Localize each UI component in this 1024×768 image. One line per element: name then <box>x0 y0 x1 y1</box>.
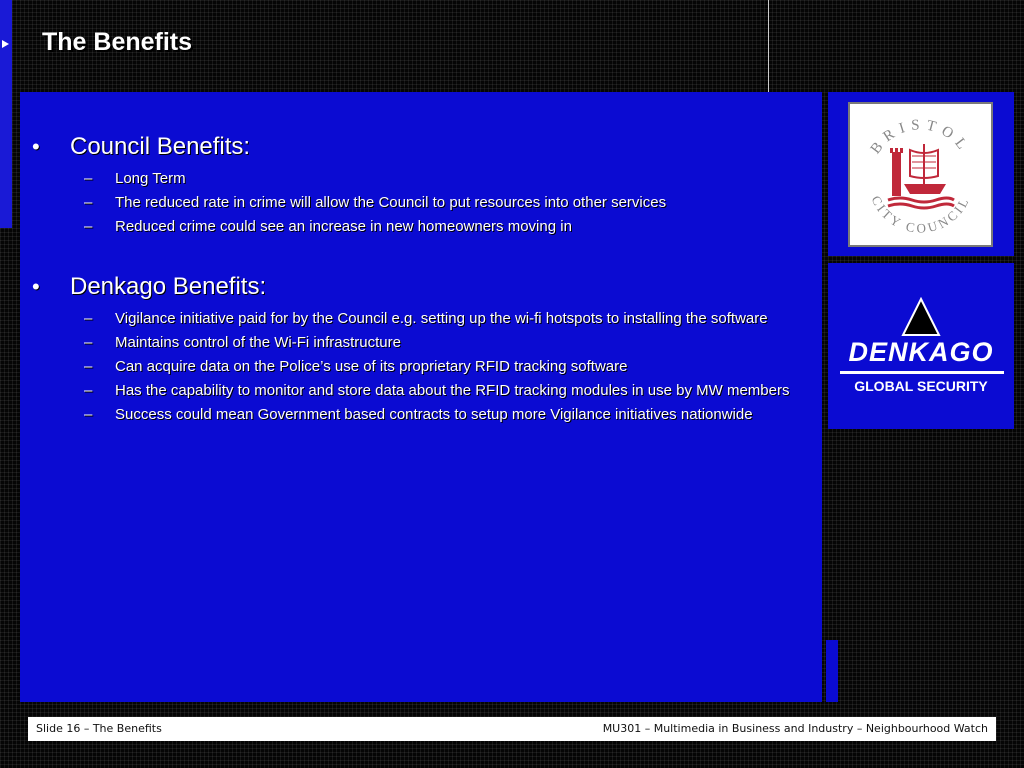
bullet-icon: • <box>32 134 40 159</box>
list-item-text: Success could mean Government based contracts to setup more Vigilance initiatives nationwide <box>115 406 753 423</box>
bullet-icon: • <box>32 274 40 299</box>
left-accent-strip <box>0 0 12 228</box>
bottom-accent-bar <box>826 640 838 702</box>
dash-icon: – <box>84 170 93 187</box>
sub-list <box>20 308 822 425</box>
section-heading-text: Denkago Benefits: <box>70 273 267 300</box>
list-item <box>20 308 822 329</box>
denkago-logo-panel <box>828 263 1014 429</box>
section-heading-text: Council Benefits: <box>70 133 251 160</box>
seal-bottom-lettering: CITY COUNCIL <box>868 193 973 236</box>
dash-icon: – <box>84 310 93 327</box>
section-heading <box>20 272 822 302</box>
list-item-text: Maintains control of the Wi-Fi infrastructure <box>115 334 401 351</box>
list-item <box>20 356 822 377</box>
list-item <box>20 216 822 237</box>
sub-list <box>20 168 822 237</box>
denkago-logo-tagline: GLOBAL SECURITY <box>854 378 988 394</box>
list-item-text: Long Term <box>115 170 186 187</box>
list-item <box>20 332 822 353</box>
denkago-triangle-icon <box>901 297 941 337</box>
content-panel <box>20 92 822 702</box>
denkago-benefits-section <box>20 272 822 428</box>
bristol-city-council-seal-icon <box>848 102 993 247</box>
list-item-text: Has the capability to monitor and store data about the RFID tracking modules in use by MW members <box>115 382 790 399</box>
denkago-logo-rule <box>840 371 1004 374</box>
list-item <box>20 404 822 425</box>
dash-icon: – <box>84 334 93 351</box>
footer-slide-label: Slide 16 – The Benefits <box>36 722 162 735</box>
list-item-text: Reduced crime could see an increase in new homeowners moving in <box>115 218 572 235</box>
title-arrow-icon <box>2 40 9 48</box>
list-item <box>20 168 822 189</box>
section-heading <box>20 132 822 162</box>
council-seal-graphic <box>850 104 991 245</box>
list-item-text: Can acquire data on the Police’s use of its proprietary RFID tracking software <box>115 358 628 375</box>
dash-icon: – <box>84 194 93 211</box>
slide-title: The Benefits <box>42 28 193 56</box>
denkago-logo-name: DENKAGO <box>848 337 994 367</box>
dash-icon: – <box>84 406 93 423</box>
list-item-text: The reduced rate in crime will allow the Council to put resources into other services <box>115 194 667 211</box>
seal-top-lettering: BRISTOL <box>867 117 974 158</box>
castle-ship-emblem <box>888 144 954 208</box>
dash-icon: – <box>84 358 93 375</box>
slide-footer <box>28 717 996 741</box>
council-benefits-section <box>20 132 822 240</box>
dash-icon: – <box>84 382 93 399</box>
dash-icon: – <box>84 218 93 235</box>
council-logo-panel <box>828 92 1014 256</box>
list-item-text: Vigilance initiative paid for by the Council e.g. setting up the wi-fi hotspots to installing the software <box>115 310 768 327</box>
footer-course-label: MU301 – Multimedia in Business and Industry – Neighbourhood Watch <box>602 722 988 735</box>
list-item <box>20 380 822 401</box>
list-item <box>20 192 822 213</box>
